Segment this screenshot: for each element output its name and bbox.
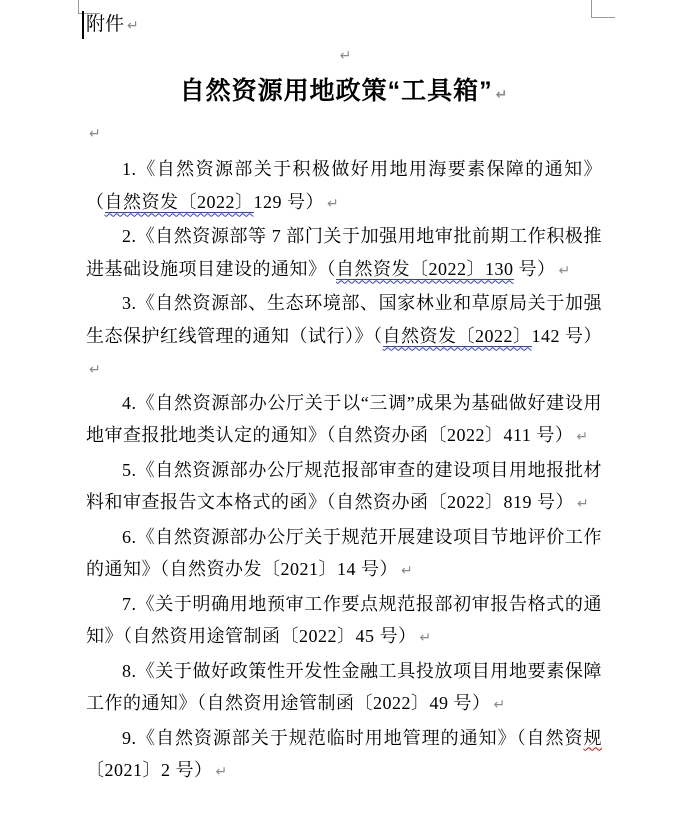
paragraph-mark-icon: ↵ [493, 697, 506, 713]
policy-text: 129 号） [253, 191, 324, 212]
policy-item[interactable] [86, 588, 602, 655]
policy-item[interactable] [86, 521, 602, 588]
policy-text: 号） [513, 258, 556, 279]
paragraph-mark-icon: ↵ [495, 87, 509, 103]
paragraph-mark-icon: ↵ [215, 764, 228, 780]
policy-text: 9.《自然资源部关于规范临时用地管理的通知》（自然资 [122, 727, 584, 748]
paragraph-mark-icon: ↵ [89, 362, 102, 378]
policy-list [86, 153, 602, 789]
paragraph-mark-icon: ↵ [127, 18, 139, 34]
policy-item[interactable] [86, 454, 602, 521]
text-cursor [82, 11, 84, 39]
policy-text: 1.《自然资源部关于积极做好用地用海要素保障的通知》（ [86, 159, 602, 212]
title-line[interactable] [86, 71, 602, 115]
policy-doc-number: 规 [583, 727, 602, 748]
paragraph-mark-icon: ↵ [339, 48, 352, 64]
policy-item[interactable] [86, 722, 602, 789]
policy-text: 5.《自然资源部办公厅规范报部审查的建设项目用地报批材料和审查报告文本格式的函》（自然资办函〔2022〕819 号） [86, 459, 602, 512]
paragraph-mark-icon: ↵ [576, 429, 589, 445]
policy-item[interactable] [86, 655, 602, 722]
attachment-line[interactable] [86, 10, 602, 41]
policy-text: 7.《关于明确用地预审工作要点规范报部初审报告格式的通知》（自然资用途管制函〔2022〕45 号） [86, 593, 602, 646]
policy-text: 142 号） [531, 325, 602, 346]
policy-text: 6.《自然资源部办公厅关于规范开展建设项目节地评价工作的通知》（自然资办发〔2021〕14 号） [86, 526, 602, 579]
policy-item[interactable] [86, 387, 602, 454]
paragraph-mark-icon: ↵ [89, 126, 101, 142]
policy-text: 4.《自然资源部办公厅关于以“三调”成果为基础做好建设用地审查报批地类认定的通知》（自然资办函〔2022〕411 号） [86, 392, 602, 445]
policy-text: 〔2021〕2 号） [86, 760, 213, 780]
policy-doc-number: 自然资发〔2022〕130 [336, 258, 514, 279]
attachment-label: 附件 [86, 14, 125, 35]
policy-text: 2.《自然资源部等 7 部门关于加强用地审批前期工作积极推进基础设施项目建设的通知》（ [86, 226, 602, 279]
text-column[interactable] [86, 0, 602, 789]
paragraph-mark-icon: ↵ [327, 195, 340, 212]
paragraph-mark-icon: ↵ [401, 563, 414, 579]
policy-text: 8.《关于做好政策性开发性金融工具投放项目用地要素保障工作的通知》（自然资用途管制函〔2022〕49 号） [86, 660, 602, 713]
policy-text: 3.《自然资源部、生态环境部、国家林业和草原局关于加强生态保护红线管理的通知（试行）》（ [86, 293, 602, 346]
policy-item[interactable] [86, 220, 602, 287]
empty-line[interactable] [86, 41, 602, 71]
paragraph-mark-icon: ↵ [577, 496, 590, 512]
policy-item[interactable] [86, 153, 602, 220]
policy-item[interactable] [86, 287, 602, 387]
paragraph-mark-icon: ↵ [558, 262, 571, 279]
document-title: 自然资源用地政策“工具箱” [179, 77, 493, 105]
policy-doc-number: 自然资发〔2022〕 [104, 191, 254, 212]
paragraph-mark-icon: ↵ [419, 630, 432, 646]
policy-doc-number: 自然资发〔2022〕 [382, 325, 532, 346]
empty-line[interactable] [86, 115, 602, 153]
